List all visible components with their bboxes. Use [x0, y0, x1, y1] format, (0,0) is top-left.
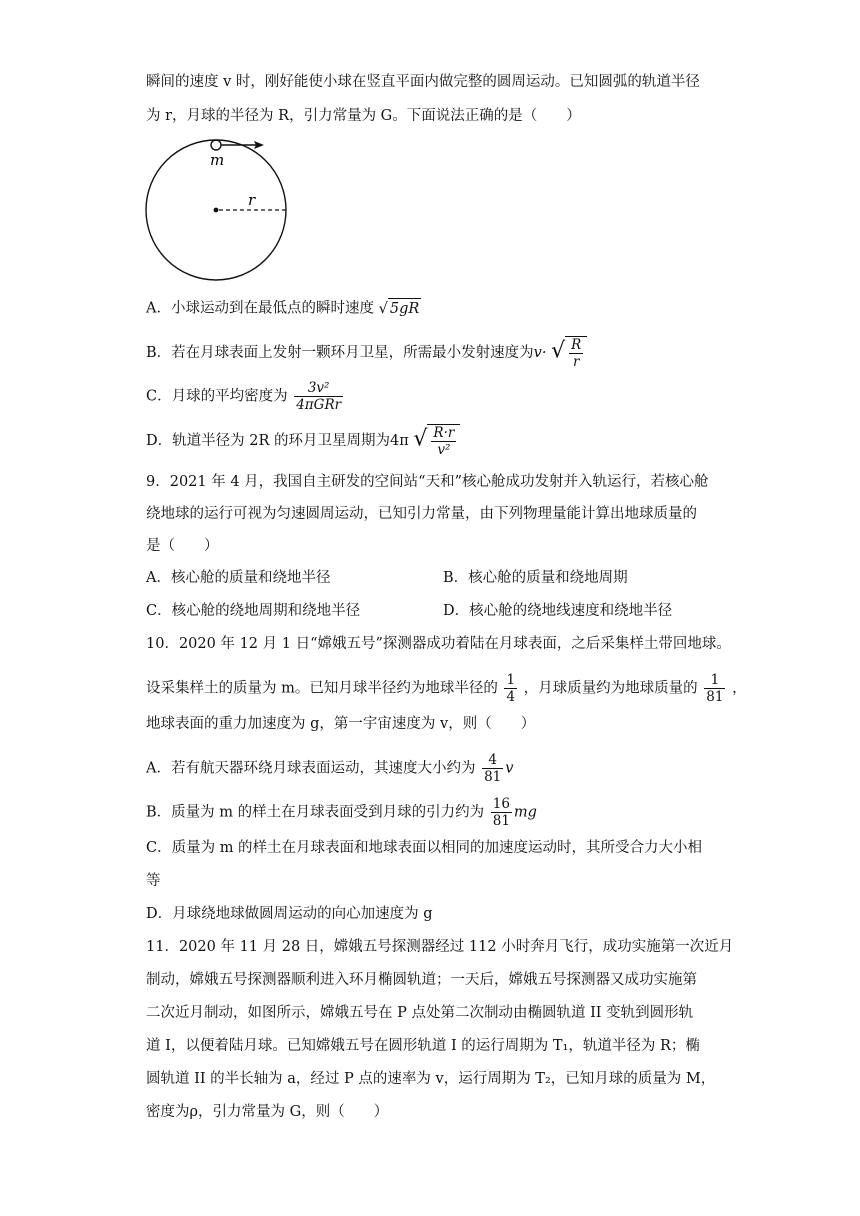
q11-line1: 11．2020 年 11 月 28 日，嫦娥五号探测器经过 112 小时奔月飞行，成功实施第一次近月: [146, 939, 734, 955]
q9-option-b: B．核心舱的质量和绕地周期: [443, 570, 628, 586]
q8-stem-line2: 为 r，月球的半径为 R，引力常量为 G。下面说法正确的是（ ）: [146, 108, 581, 124]
q11-line3: 二次近月制动，如图所示，嫦娥五号在 P 点处第二次制动由椭圆轨道 II 变轨到圆形轨: [146, 1005, 694, 1021]
q9-line1: 9．2021 年 4 月，我国自主研发的空间站“天和”核心舱成功发射并入轨运行，若核心舱: [146, 474, 709, 490]
q9-line3: 是（ ）: [146, 538, 219, 554]
q11-line4: 道 I，以便着陆月球。已知嫦娥五号在圆形轨道 I 的运行周期为 T₁，轨道半径为 R；椭: [146, 1038, 700, 1054]
ball-icon: [211, 140, 221, 150]
q8-option-d: D．轨道半径为 2R 的环月卫星周期为4π √ $\frac{R\cdot r}{\text{v²}}$: [146, 424, 460, 458]
q10-option-a: A．若有航天器环绕月球表面运动，其速度大小约为 $\frac{4}{81}$ v: [146, 752, 514, 785]
q8-option-c: C．月球的平均密度为 $\frac{\text{3v²}}{\text{4πGRr}}$: [146, 380, 342, 413]
q10-option-d: D．月球绕地球做圆周运动的向心加速度为 g: [146, 906, 433, 922]
q11-line5: 圆轨道 II 的半长轴为 a，经过 P 点的速率为 v，运行周期为 T₂，已知月球的质量为 M，: [146, 1071, 716, 1087]
center-dot: [214, 208, 219, 213]
q9-option-d: D．核心舱的绕地线速度和绕地半径: [443, 603, 673, 619]
q10-option-c-line1: C．质量为 m 的样土在月球表面和地球表面以相同的加速度运动时，其所受合力大小相: [146, 840, 703, 856]
circle-orbit-figure: [140, 134, 300, 284]
q8-stem-line1: 瞬间的速度 v 时，刚好能使小球在竖直平面内做完整的圆周运动。已知圆弧的轨道半径: [146, 74, 700, 90]
q10-line2: 设采集样土的质量为 m。已知月球半径约为地球半径的 $\frac{1}{4}$ ，月球质量约为地球质量的 $\frac{1}{81}$ ，: [146, 672, 747, 705]
q11-line6: 密度为ρ，引力常量为 G，则（ ）: [146, 1104, 389, 1120]
q9-option-c: C．核心舱的绕地周期和绕地半径: [146, 603, 361, 619]
q8-option-b: B．若在月球表面上发射一颗环月卫星，所需最小发射速度为v· √ $\frac{R}{r}$: [146, 336, 587, 370]
q10-line3: 地球表面的重力加速度为 g，第一宇宙速度为 v，则（ ）: [146, 716, 536, 732]
sqrt-5gR: √ 5gR: [379, 298, 422, 319]
q9-line2: 绕地球的运行可视为匀速圆周运动，已知引力常量，由下列物理量能计算出地球质量的: [146, 506, 697, 522]
q10-option-c-line2: 等: [146, 873, 161, 889]
radius-label: r: [248, 191, 256, 209]
q11-line2: 制动，嫦娥五号探测器顺利进入环月椭圆轨道；一天后，嫦娥五号探测器又成功实施第: [146, 972, 697, 988]
q10-line1: 10．2020 年 12 月 1 日“嫦娥五号”探测器成功着陆在月球表面，之后采集样土带回地球。: [146, 636, 731, 652]
q8-option-a: A．小球运动到在最低点的瞬时速度 √ 5gR: [146, 298, 421, 319]
mass-label: m: [210, 151, 225, 169]
q10-option-b: B．质量为 m 的样土在月球表面受到月球的引力约为 $\frac{16}{81}$ mg: [146, 796, 537, 829]
q9-option-a: A．核心舱的质量和绕地半径: [146, 570, 331, 586]
